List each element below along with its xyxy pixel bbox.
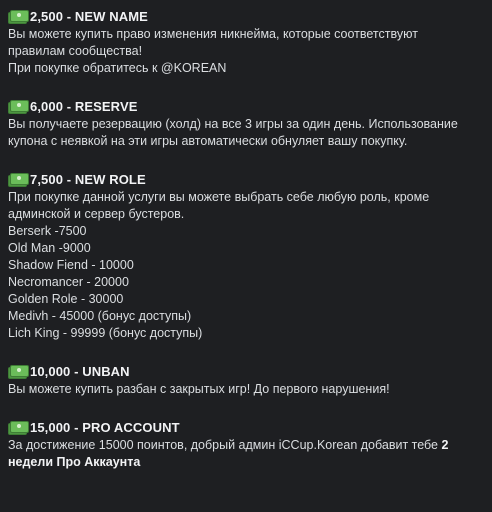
role-price-item: Medivh - 45000 (бонус доступы) <box>8 309 192 323</box>
offer-text-line: Вы получаете резервацию (холд) на все 3 игры за один день. Использование <box>8 117 458 131</box>
offer-title <box>8 6 486 26</box>
offer-new-name <box>8 6 486 77</box>
offer-title <box>8 361 486 381</box>
offer-title <box>8 96 486 116</box>
role-price-item: Necromancer - 20000 <box>8 275 129 289</box>
offer-title <box>8 169 486 189</box>
offer-title-text: 7,500 - NEW ROLE <box>30 171 146 187</box>
offer-pro-account <box>8 417 486 471</box>
offer-title-text: 10,000 - UNBAN <box>30 363 130 379</box>
offer-text-line: При покупке данной услуги вы можете выбрать себе любую роль, кроме <box>8 190 430 204</box>
role-price-item: Berserk -7500 <box>8 224 87 238</box>
offer-bold-text: недели Про Аккаунта <box>8 455 141 469</box>
offer-text-line <box>8 454 486 471</box>
offer-title-text: 6,000 - RESERVE <box>30 98 138 114</box>
offer-text-line <box>8 437 486 454</box>
role-price-item: Golden Role - 30000 <box>8 292 124 306</box>
offer-title-text: 2,500 - NEW NAME <box>30 8 148 24</box>
offer-title-text: 15,000 - PRO ACCOUNT <box>30 419 180 435</box>
money-icon <box>8 172 28 186</box>
offer-text-line: Вы можете купить право изменения никнейма, которые соответствуют <box>8 27 418 41</box>
offer-text-line: админской и сервер бустеров. <box>8 207 185 221</box>
money-icon <box>8 420 28 434</box>
offer-title <box>8 417 486 437</box>
offer-new-role <box>8 169 486 342</box>
offer-text-line: правилам сообщества! <box>8 44 143 58</box>
message-content <box>8 6 486 471</box>
offer-unban <box>8 361 486 398</box>
role-price-item: Lich King - 99999 (бонус доступы) <box>8 326 203 340</box>
offer-text-line: Вы можете купить разбан с закрытых игр! До первого нарушения! <box>8 382 390 396</box>
role-price-item: Old Man -9000 <box>8 241 91 255</box>
role-price-item: Shadow Fiend - 10000 <box>8 258 134 272</box>
money-icon <box>8 99 28 113</box>
offer-text-line: купона с неявкой на эти игры автоматически обнуляет вашу покупку. <box>8 134 408 148</box>
offer-bold-text: 2 <box>441 438 449 452</box>
offer-reserve <box>8 96 486 150</box>
money-icon <box>8 364 28 378</box>
offer-text: За достижение 15000 поинтов, добрый админ iCCup.Korean добавит тебе <box>8 438 442 452</box>
money-icon <box>8 9 28 23</box>
offer-text-line: При покупке обратитесь к @KOREAN <box>8 61 227 75</box>
